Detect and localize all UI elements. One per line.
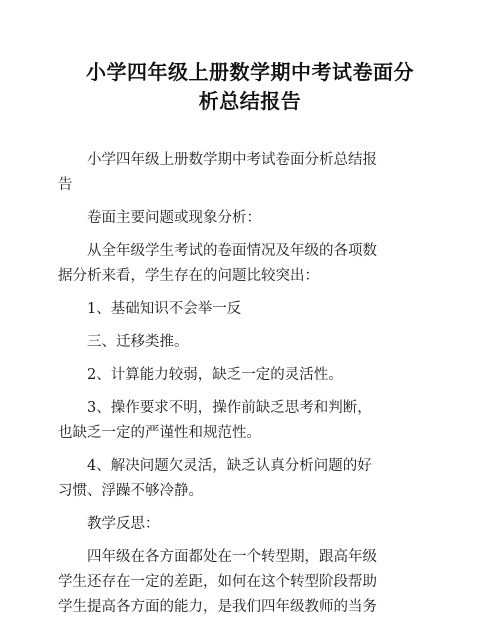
paragraph-line: 也缺乏一定的严谨性和规范性。 [58, 425, 261, 441]
paragraph-line: 据分析来看，学生存在的问题比较突出： [58, 268, 319, 284]
document-title [60, 58, 440, 116]
paragraph-section-heading [58, 206, 426, 231]
paragraph-line: 卷面主要问题或现象分析： [87, 210, 261, 226]
document-body [58, 148, 426, 620]
paragraph-line: 从全年级学生考试的卷面情况及年级的各项数 [87, 243, 377, 259]
list-item-1-continued [58, 330, 426, 355]
paragraph-line: 2、计算能力较弱，缺乏一定的灵活性。 [87, 367, 343, 383]
paragraph-reflection-heading [58, 512, 426, 537]
paragraph-line: 教学反思： [87, 516, 160, 532]
paragraph-line: 小学四年级上册数学期中考试卷面分析总结报 [87, 152, 377, 168]
paragraph-line: 学生还存在一定的差距，如何在这个转型阶段帮助 [58, 574, 377, 590]
paragraph-reflection [58, 545, 426, 620]
paragraph-line: 3、操作要求不明，操作前缺乏思考和判断， [87, 400, 372, 416]
paragraph-line: 习惯、浮躁不够冷静。 [58, 483, 203, 499]
title-line-2: 析总结报告 [198, 89, 302, 113]
paragraph-line: 四年级在各方面都处在一个转型期，跟高年级 [87, 549, 377, 565]
list-item-2 [58, 363, 426, 388]
paragraph-analysis [58, 239, 426, 289]
paragraph-line: 告 [58, 177, 73, 193]
paragraph-intro [58, 148, 426, 198]
list-item-3 [58, 396, 426, 446]
list-item-4 [58, 454, 426, 504]
title-line-1: 小学四年级上册数学期中考试卷面分 [86, 60, 414, 84]
paragraph-line: 1、基础知识不会举一反 [87, 301, 242, 317]
paragraph-line: 学生提高各方面的能力，是我们四年级教师的当务 [58, 599, 377, 615]
paragraph-line: 4、解决问题欠灵活，缺乏认真分析问题的好 [87, 458, 372, 474]
paragraph-line: 三、迁移类推。 [87, 334, 189, 350]
list-item-1 [58, 297, 426, 322]
